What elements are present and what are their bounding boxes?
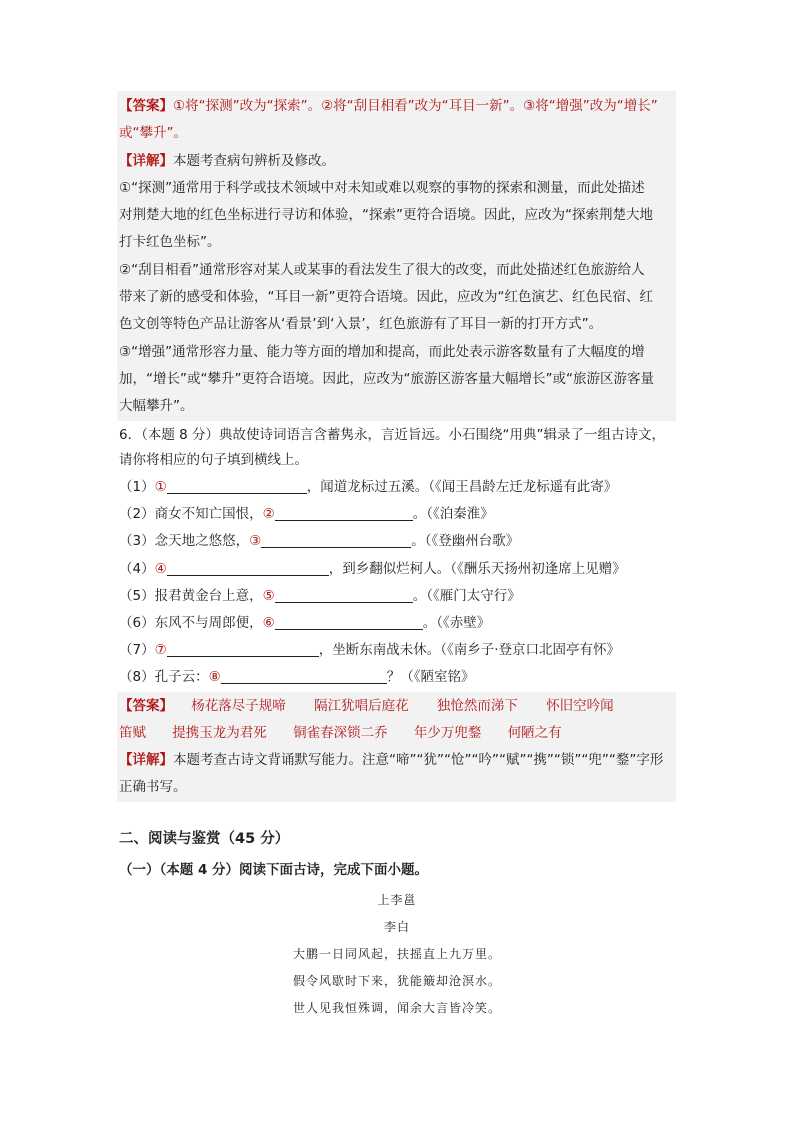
detail-intro: [119, 151, 335, 171]
answer-item: 铜雀春深锁二乔: [293, 725, 388, 741]
fill-item-8: （8）孔子云：⑧ ？（《陋室铭》: [119, 669, 475, 685]
q6-answer-row-1: 【答案】 杨花落尽子规啼 隔江犹唱后庭花 独怆然而涕下 怀旧空吟闻: [119, 698, 614, 714]
detail-p3-line: ③“增强”通常形容力量、能力等方面的增加和提高，而此处表示游客数量有了大幅度的增: [119, 344, 645, 360]
poem-line: 世人见我恒殊调，闻余大言皆冷笑。: [292, 1001, 501, 1015]
section-title: 二、阅读与鉴赏（45 分）: [119, 831, 290, 847]
fill-blank[interactable]: [167, 479, 307, 494]
fill-blank[interactable]: [167, 561, 329, 576]
q6-stem-line-1: 6．（本题 8 分）典故使诗词语言含蓄隽永，言近旨远。小石围绕“用典”辑录了一组古诗文，: [119, 427, 665, 443]
q6-detail-line-2: 正确书写。: [119, 779, 187, 795]
q6-detail-line-1: 【详解】本题考查古诗文背诵默写能力。注意“啼”“犹”“怆”“吟”“赋”“携”“锁”“兜”“鍪”字形: [119, 752, 664, 768]
section-subtitle: （一）（本题 4 分）阅读下面古诗，完成下面小题。: [119, 862, 429, 878]
detail-p2-line: 色文创等特色产品让游客从‘看景’到‘入景’，红色旅游有了耳目一新的打开方式”。: [119, 316, 603, 332]
answer-item: 隔江犹唱后庭花: [314, 698, 409, 714]
fill-item-5: （5）报君黄金台上意，⑤ 。（《雁门太守行》: [119, 588, 521, 604]
answer-item: 杨花落尽子规啼: [191, 698, 286, 714]
detail-tag: 【详解】: [119, 153, 173, 169]
detail-p3-line: 加，“增长”或“攀升”更符合语境。因此，应改为“旅游区游客量大幅增长”或“旅游区游客量: [119, 371, 654, 387]
q6-stem-line-2: 请你将相应的句子填到横线上。: [119, 452, 308, 468]
answer-item: 独怆然而涕下: [436, 698, 518, 714]
fill-blank[interactable]: [275, 615, 423, 630]
q6-answer-row-2: [119, 723, 562, 743]
detail-intro-text: 本题考查病句辨析及修改。: [173, 153, 335, 169]
answer-item: 提携玉龙为君死: [172, 725, 267, 741]
answer-item: 何陋之有: [507, 725, 562, 741]
fill-blank[interactable]: [275, 506, 413, 521]
detail-p1-line: ①“探测”通常用于科学或技术领域中对未知或难以观察的事物的探索和测量，而此处描述: [119, 180, 645, 196]
fill-blank[interactable]: [221, 669, 387, 684]
fill-item-3: （3）念天地之悠悠，③ 。（《登幽州台歌》: [119, 533, 520, 549]
answer-tag: 【答案】: [119, 98, 173, 114]
fill-blank[interactable]: [167, 642, 319, 657]
detail-p1-line: 打卡红色坐标”。: [119, 234, 221, 250]
fill-item-7: （7）⑦ ，坐断东南战未休。（《南乡子·登京口北固亭有怀》: [119, 642, 620, 658]
fill-item-2: （2）商女不知亡国恨，② 。（《泊秦淮》: [119, 506, 494, 522]
poem-line: 大鹏一日同风起，扶摇直上九万里。: [292, 947, 501, 961]
answer-item: 笛赋: [119, 725, 146, 741]
fill-item-1: （1）① ，闻道龙标过五溪。（《闻王昌龄左迁龙标遥有此寄》: [119, 479, 618, 495]
fill-item-4: （4）④ ，到乡翻似烂柯人。（《酬乐天扬州初逢席上见赠》: [119, 561, 626, 577]
fill-item-6: （6）东风不与周郎便，⑥ 。（《赤壁》: [119, 615, 491, 631]
answer-text-cont: 或“攀升”。: [119, 125, 187, 141]
poem-title: 上李邕: [377, 893, 417, 907]
detail-p2-line: ②“刮目相看”通常形容对某人或某事的看法发生了很大的改变，而此处描述红色旅游给人: [119, 262, 645, 278]
answer-item: 怀旧空吟闻: [546, 698, 614, 714]
fill-blank[interactable]: [261, 533, 411, 548]
answer-text: ①将“探测”改为“探索”。②将“刮目相看”改为“耳目一新”。③将“增强”改为“增长”: [173, 98, 658, 114]
poem-author: 李白: [383, 920, 410, 934]
detail-p1-line: 对荆楚大地的红色坐标进行寻访和体验，“探索”更符合语境。因此，应改为“探索荆楚大地: [119, 207, 653, 223]
poem-line: 假令风歇时下来，犹能簸却沧溟水。: [292, 974, 501, 988]
answer-line-1: [119, 96, 658, 116]
answer-item: 年少万兜鍪: [413, 725, 482, 741]
detail-p2-line: 带来了新的感受和体验，“耳目一新”更符合语境。因此，应改为“红色演艺、红色民宿、红: [119, 289, 653, 305]
detail-p3-line: 大幅攀升”。: [119, 398, 194, 414]
answer-line-2: [119, 123, 187, 143]
fill-blank[interactable]: [275, 588, 413, 603]
